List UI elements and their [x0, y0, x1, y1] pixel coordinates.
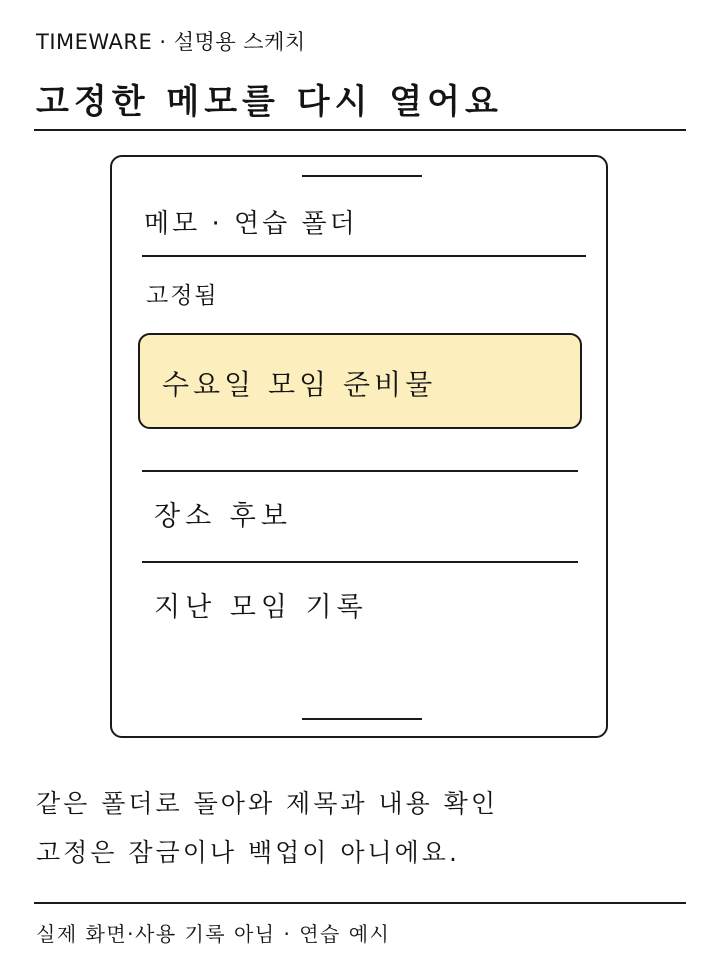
- folder-title-divider: [142, 255, 586, 257]
- phone-home-indicator: [302, 718, 422, 720]
- phone-top-bar: [302, 175, 422, 177]
- list-item[interactable]: 지난 모임 기록: [154, 592, 368, 623]
- caption-line-2: 고정은 잠금이나 백업이 아니에요.: [36, 838, 460, 867]
- pinned-note-title: 수요일 모임 준비물: [162, 368, 437, 401]
- list-divider: [142, 470, 578, 472]
- list-item[interactable]: 장소 후보: [154, 501, 292, 532]
- list-divider: [142, 561, 578, 563]
- caption-line-1: 같은 폴더로 돌아와 제목과 내용 확인: [36, 789, 498, 818]
- pinned-section-label: 고정됨: [146, 283, 219, 309]
- footer-note: 실제 화면·사용 기록 아님 · 연습 예시: [36, 922, 391, 946]
- header-kicker: TIMEWARE · 설명용 스케치: [36, 30, 306, 54]
- folder-title: 메모 · 연습 폴더: [144, 209, 358, 239]
- pinned-note-card[interactable]: [138, 333, 582, 429]
- top-divider: [34, 129, 686, 131]
- phone-frame: [110, 155, 608, 738]
- page-title: 고정한 메모를 다시 열어요: [36, 82, 503, 122]
- bottom-divider: [34, 902, 686, 904]
